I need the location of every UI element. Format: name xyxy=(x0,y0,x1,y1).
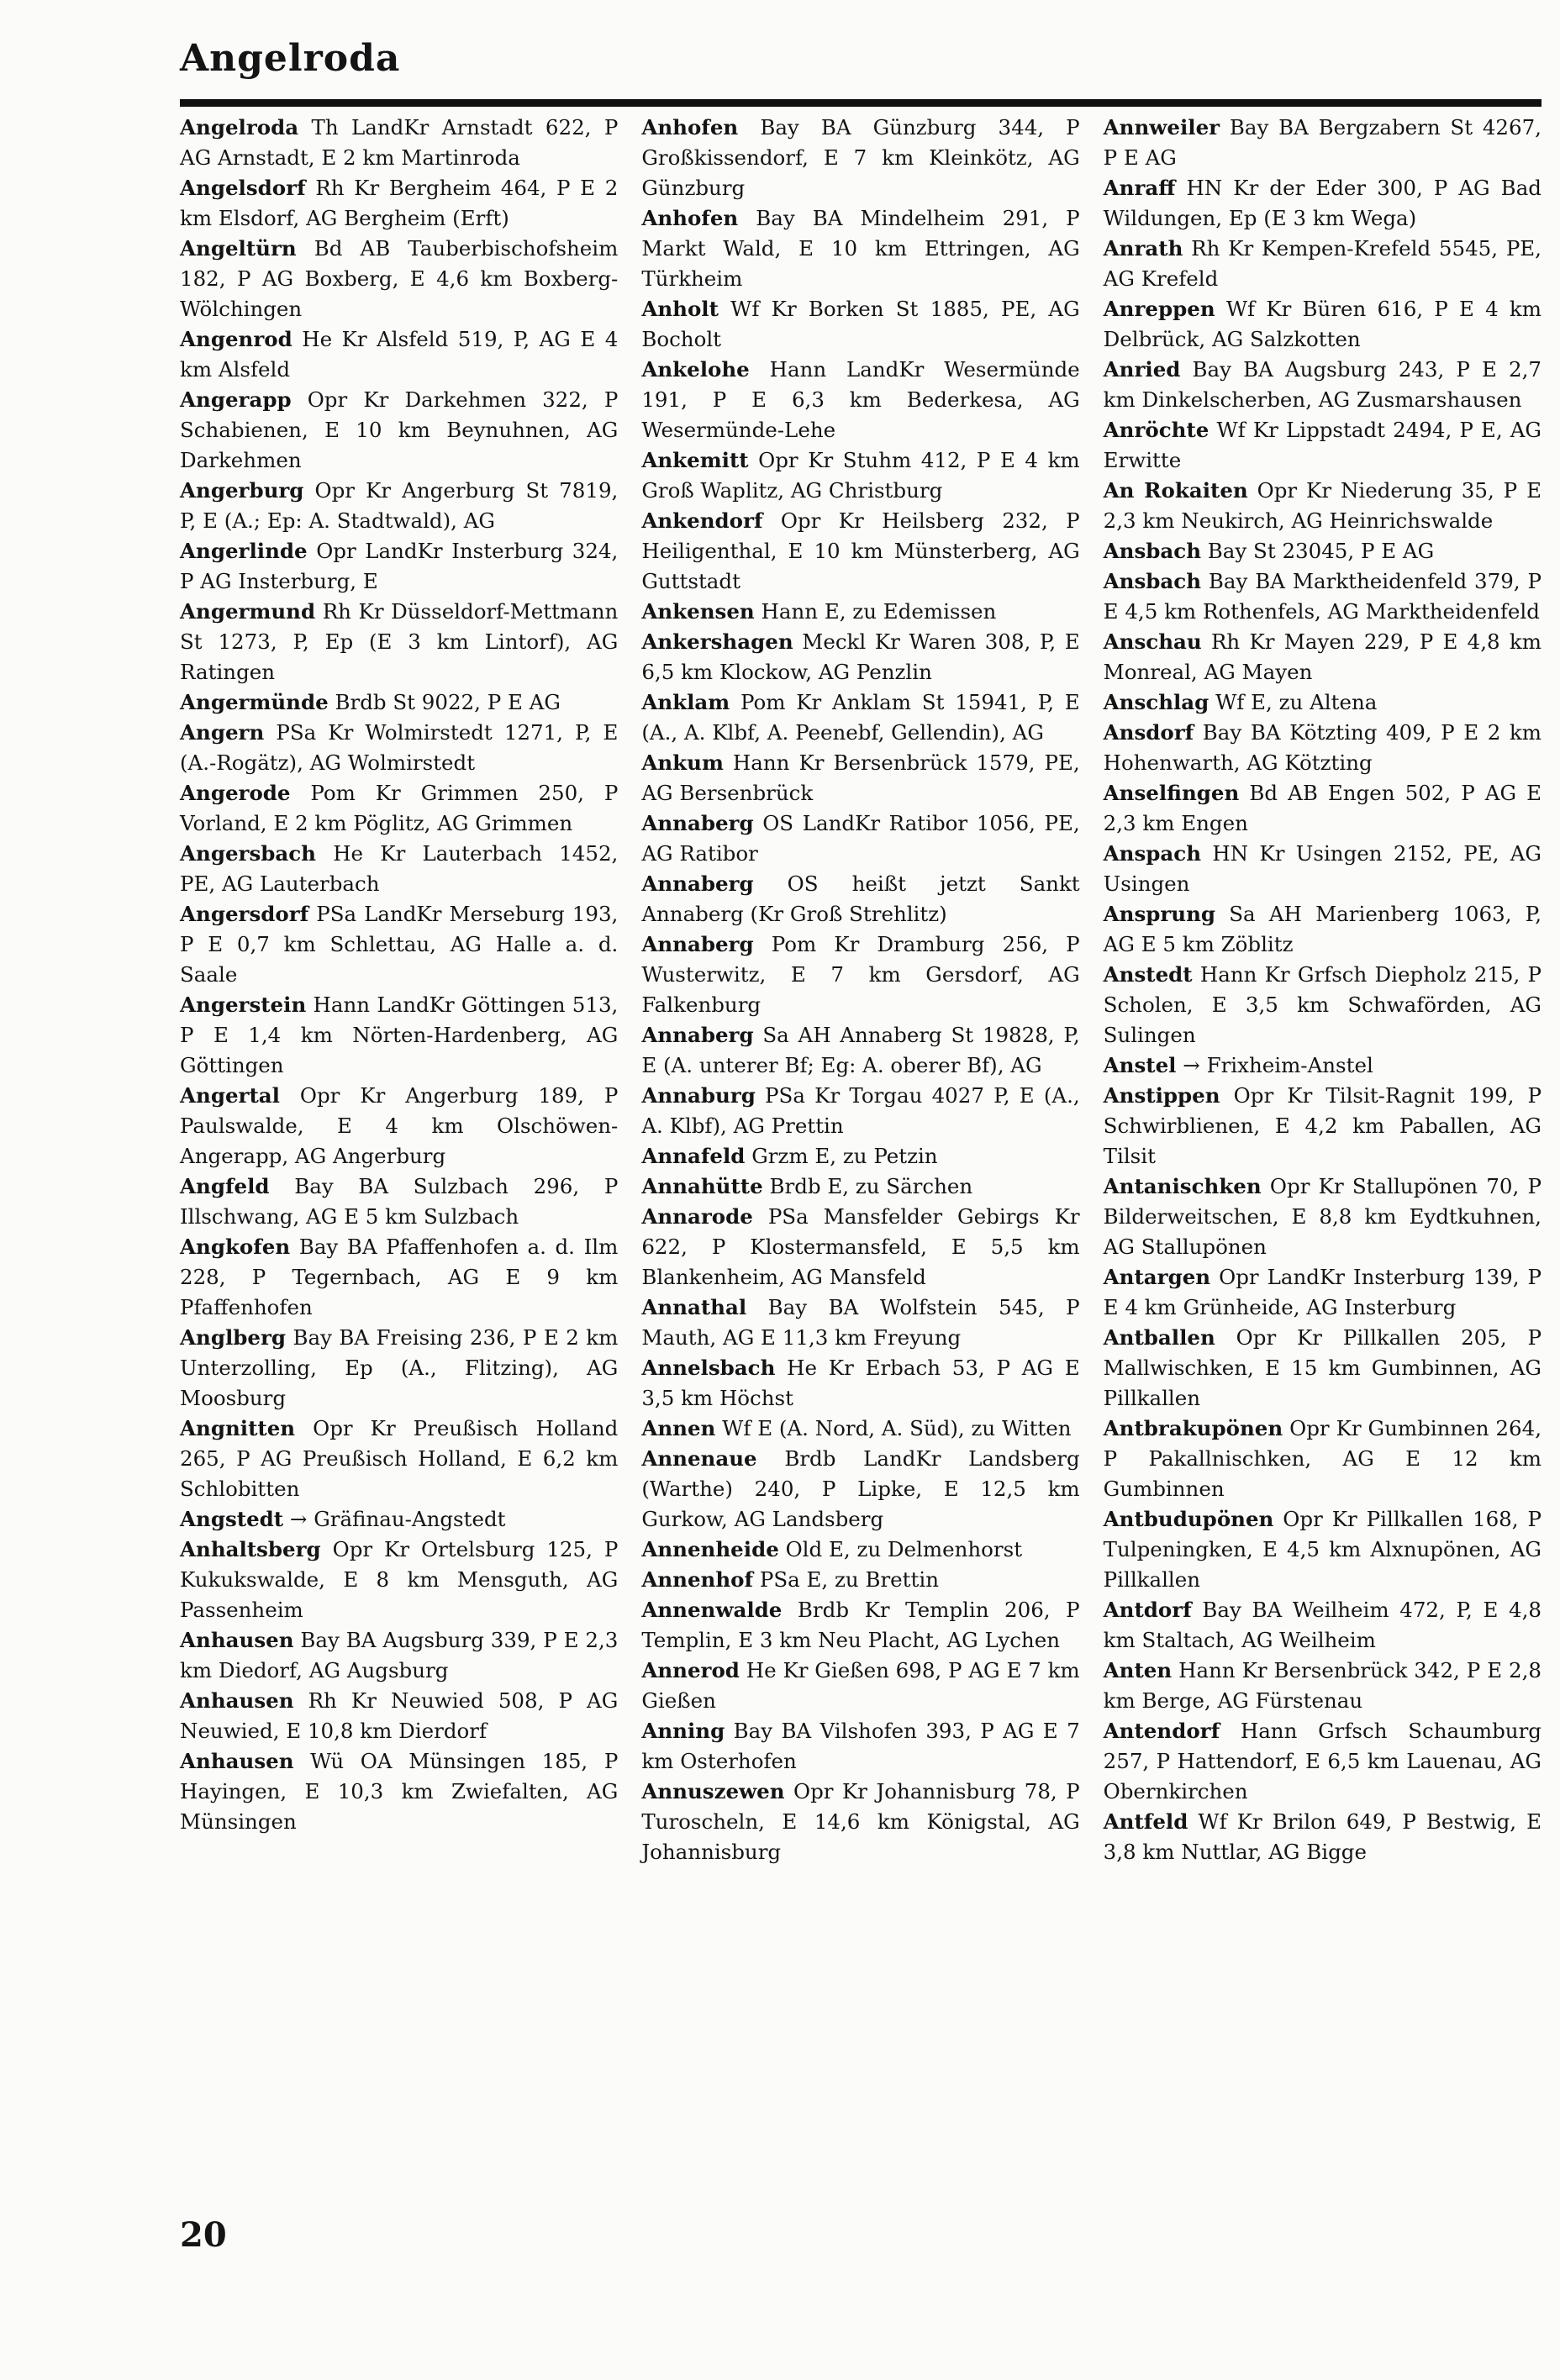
entry-text: Opr LandKr Insterburg 139, P E 4 km Grünheide, AG Insterburg xyxy=(1103,1265,1542,1319)
entry-text: Opr Kr Pillkallen 168, P Tulpeningken, E 4,5 km Alxnupönen, AG Pillkallen xyxy=(1103,1507,1542,1592)
entry-text: Opr Kr Ortelsburg 125, P Kukukswalde, E 8 km Mensguth, AG Passenheim xyxy=(180,1537,619,1622)
gazetteer-entry xyxy=(641,1565,1079,1595)
entry-headword: Anklam xyxy=(641,690,730,714)
entry-text: Rh Kr Düsseldorf-Mettmann St 1273, P, Ep (E 3 km Lintorf), AG Ratingen xyxy=(180,599,619,684)
entry-headword: Antendorf xyxy=(1103,1719,1220,1743)
entry-headword: Annafeld xyxy=(641,1144,746,1168)
gazetteer-entry xyxy=(180,324,618,385)
entry-text: He Kr Alsfeld 519, P, AG E 4 km Alsfeld xyxy=(180,327,619,382)
page-number: 20 xyxy=(180,2215,227,2255)
entry-headword: Ankensen xyxy=(641,599,755,624)
entry-headword: Antfeld xyxy=(1103,1809,1188,1834)
entry-headword: Ankum xyxy=(641,750,724,775)
entry-headword: Angersdorf xyxy=(180,902,309,926)
entry-text: Grzm E, zu Petzin xyxy=(745,1144,938,1168)
entry-text: PSa E, zu Brettin xyxy=(753,1567,939,1592)
entry-headword: Angelroda xyxy=(180,115,299,140)
entry-headword: Ansdorf xyxy=(1103,720,1194,745)
gazetteer-entry xyxy=(1104,1262,1542,1323)
entry-text: Hann Kr Bersenbrück 1579, PE, AG Bersenbrück xyxy=(641,750,1080,805)
gazetteer-entry xyxy=(180,385,618,476)
entry-headword: Angerburg xyxy=(180,478,304,503)
gazetteer-entry xyxy=(1104,839,1542,899)
gazetteer-entry xyxy=(180,1686,618,1746)
entry-headword: Anstel xyxy=(1103,1053,1177,1077)
entry-text: Th LandKr Arnstadt 622, P AG Arnstadt, E 2 km Martinroda xyxy=(180,115,619,170)
gazetteer-entry xyxy=(180,234,618,324)
entry-text: Bay BA Freising 236, P E 2 km Unterzolling, Ep (A., Flitzing), AG Moosburg xyxy=(180,1325,619,1410)
entry-text: Hann LandKr Wesermünde 191, P E 6,3 km Bederkesa, AG Wesermünde-Lehe xyxy=(641,357,1080,442)
entry-headword: Antballen xyxy=(1103,1325,1215,1350)
entry-headword: Angfeld xyxy=(180,1174,270,1198)
entry-text: Brdb LandKr Landsberg (Warthe) 240, P Lipke, E 12,5 km Gurkow, AG Landsberg xyxy=(641,1446,1080,1531)
gazetteer-entry xyxy=(641,1716,1079,1777)
entry-text: Wf Kr Lippstadt 2494, P E, AG Erwitte xyxy=(1103,418,1542,472)
entry-headword: Angersbach xyxy=(180,841,316,866)
entry-headword: Antargen xyxy=(1103,1265,1211,1289)
entry-text: Bay BA Wolfstein 545, P Mauth, AG E 11,3 km Freyung xyxy=(641,1295,1080,1350)
gazetteer-entry xyxy=(1104,899,1542,960)
entry-headword: Anglberg xyxy=(180,1325,287,1350)
gazetteer-entry xyxy=(1104,536,1542,566)
entry-headword: Ankelohe xyxy=(641,357,750,382)
entry-text: Hann LandKr Göttingen 513, P E 1,4 km Nörten-Hardenberg, AG Göttingen xyxy=(180,993,619,1077)
gazetteer-entry xyxy=(180,113,618,173)
gazetteer-entry xyxy=(1104,718,1542,778)
gazetteer-entry xyxy=(180,1746,618,1837)
entry-headword: Angerlinde xyxy=(180,539,308,563)
entry-headword: Angerapp xyxy=(180,387,292,412)
entry-headword: Angelsdorf xyxy=(180,176,306,200)
entry-text: Hann E, zu Edemissen xyxy=(754,599,997,624)
entry-headword: Anröchte xyxy=(1103,418,1210,442)
entry-headword: Annaberg xyxy=(641,932,754,956)
header-rule xyxy=(180,99,1542,107)
gazetteer-entry xyxy=(641,1414,1079,1444)
entry-headword: Anried xyxy=(1103,357,1181,382)
entry-text: Hann Kr Grfsch Diepholz 215, P Scholen, E 3,5 km Schwaförden, AG Sulingen xyxy=(1103,962,1542,1047)
entry-text: Rh Kr Neuwied 508, P AG Neuwied, E 10,8 km Dierdorf xyxy=(180,1688,619,1743)
entry-headword: Anraff xyxy=(1103,176,1176,200)
entry-text: Opr Kr Stallupönen 70, P Bilderweitschen, E 8,8 km Eydtkuhnen, AG Stallupönen xyxy=(1103,1174,1542,1259)
gazetteer-entry xyxy=(1104,234,1542,294)
entry-headword: An Rokaiten xyxy=(1103,478,1248,503)
entry-text: Brdb St 9022, P E AG xyxy=(328,690,561,714)
gazetteer-entry xyxy=(180,778,618,839)
entry-text: Opr Kr Angerburg 189, P Paulswalde, E 4 km Olschöwen-Angerapp, AG Angerburg xyxy=(180,1083,619,1168)
entry-text: Bay BA Marktheidenfeld 379, P E 4,5 km Rothenfels, AG Marktheidenfeld xyxy=(1103,569,1542,624)
gazetteer-entry xyxy=(180,173,618,234)
entry-columns xyxy=(180,113,1542,2264)
gazetteer-entry xyxy=(1104,627,1542,687)
entry-text: PSa Kr Wolmirstedt 1271, P, E (A.-Rogätz), AG Wolmirstedt xyxy=(180,720,619,775)
entry-text: Opr Kr Gumbinnen 264, P Pakallnischken, AG E 12 km Gumbinnen xyxy=(1103,1416,1542,1501)
gazetteer-entry xyxy=(180,1172,618,1232)
entry-headword: Annarode xyxy=(641,1204,753,1229)
gazetteer-entry xyxy=(180,1323,618,1414)
entry-headword: Anrath xyxy=(1103,236,1183,261)
gazetteer-entry xyxy=(1104,960,1542,1050)
gazetteer-entry xyxy=(641,687,1079,748)
entry-headword: Annelsbach xyxy=(641,1356,776,1380)
entry-headword: Ansprung xyxy=(1103,902,1216,926)
entry-text: Opr Kr Darkehmen 322, P Schabienen, E 10 km Beynuhnen, AG Darkehmen xyxy=(180,387,619,472)
entry-text: Rh Kr Bergheim 464, P E 2 km Elsdorf, AG Bergheim (Erft) xyxy=(180,176,619,230)
entry-headword: Anschau xyxy=(1103,629,1202,654)
entry-headword: Annaburg xyxy=(641,1083,756,1108)
column-2 xyxy=(641,113,1079,2264)
entry-text: Wf Kr Brilon 649, P Bestwig, E 3,8 km Nuttlar, AG Bigge xyxy=(1103,1809,1542,1864)
gazetteer-entry xyxy=(1104,294,1542,355)
entry-text: Bay BA Kötzting 409, P E 2 km Hohenwarth, AG Kötzting xyxy=(1103,720,1542,775)
entry-headword: Angertal xyxy=(180,1083,280,1108)
gazetteer-entry xyxy=(641,203,1079,294)
gazetteer-entry xyxy=(641,1020,1079,1081)
entry-headword: Ansbach xyxy=(1103,539,1202,563)
entry-headword: Annathal xyxy=(641,1295,747,1319)
entry-text: Bay BA Weilheim 472, P, E 4,8 km Staltach, AG Weilheim xyxy=(1103,1598,1542,1652)
entry-headword: Angern xyxy=(180,720,265,745)
entry-text: Pom Kr Grimmen 250, P Vorland, E 2 km Pöglitz, AG Grimmen xyxy=(180,781,619,835)
gazetteer-entry xyxy=(1104,1656,1542,1716)
entry-headword: Ankemitt xyxy=(641,448,749,472)
entry-headword: Anhausen xyxy=(180,1749,294,1773)
entry-text: Opr Kr Angerburg St 7819, P, E (A.; Ep: A. Stadtwald), AG xyxy=(180,478,619,533)
gazetteer-entry xyxy=(1104,1081,1542,1172)
entry-text: He Kr Lauterbach 1452, PE, AG Lauterbach xyxy=(180,841,619,896)
entry-headword: Anreppen xyxy=(1103,297,1215,321)
gazetteer-entry xyxy=(641,808,1079,869)
entry-headword: Antanischken xyxy=(1103,1174,1262,1198)
gazetteer-entry xyxy=(641,1656,1079,1716)
gazetteer-entry xyxy=(180,718,618,778)
gazetteer-entry xyxy=(1104,355,1542,415)
gazetteer-entry xyxy=(1104,1595,1542,1656)
entry-headword: Anhofen xyxy=(641,115,739,140)
entry-headword: Annaberg xyxy=(641,811,754,835)
column-3 xyxy=(1104,113,1542,2264)
entry-text: Bay BA Günzburg 344, P Großkissendorf, E 7 km Kleinkötz, AG Günzburg xyxy=(641,115,1080,200)
entry-text: PSa Kr Torgau 4027 P, E (A., A. Klbf), AG Prettin xyxy=(641,1083,1080,1138)
gazetteer-entry xyxy=(641,506,1079,597)
entry-text: Rh Kr Mayen 229, P E 4,8 km Monreal, AG Mayen xyxy=(1103,629,1542,684)
gazetteer-entry xyxy=(180,1232,618,1323)
entry-text: Bay BA Augsburg 243, P E 2,7 km Dinkelscherben, AG Zusmarshausen xyxy=(1103,357,1542,412)
entry-headword: Angermund xyxy=(180,599,316,624)
gazetteer-entry xyxy=(1104,1050,1542,1081)
gazetteer-entry xyxy=(641,294,1079,355)
gazetteer-entry xyxy=(641,113,1079,203)
gazetteer-entry xyxy=(1104,1716,1542,1807)
gazetteer-entry xyxy=(180,1081,618,1172)
entry-headword: Angstedt xyxy=(180,1507,284,1531)
entry-text: Opr Kr Johannisburg 78, P Turoscheln, E 14,6 km Königstal, AG Johannisburg xyxy=(641,1779,1080,1864)
entry-headword: Anstippen xyxy=(1103,1083,1220,1108)
entry-headword: Annaberg xyxy=(641,871,754,896)
entry-headword: Ansbach xyxy=(1103,569,1202,593)
entry-text: Bay BA Sulzbach 296, P Illschwang, AG E 5 km Sulzbach xyxy=(180,1174,619,1229)
gazetteer-entry xyxy=(1104,113,1542,173)
entry-text: Bay BA Vilshofen 393, P AG E 7 km Osterhofen xyxy=(641,1719,1080,1773)
gazetteer-entry xyxy=(641,445,1079,506)
gazetteer-entry xyxy=(641,597,1079,627)
gazetteer-entry xyxy=(1104,687,1542,718)
entry-text: He Kr Erbach 53, P AG E 3,5 km Höchst xyxy=(641,1356,1080,1410)
entry-text: Bd AB Engen 502, P AG E 2,3 km Engen xyxy=(1103,781,1542,835)
gazetteer-entry xyxy=(180,1414,618,1504)
gazetteer-entry xyxy=(641,627,1079,687)
entry-headword: Annenhof xyxy=(641,1567,754,1592)
entry-text: HN Kr der Eder 300, P AG Bad Wildungen, Ep (E 3 km Wega) xyxy=(1103,176,1542,230)
entry-text: Wü OA Münsingen 185, P Hayingen, E 10,3 km Zwiefalten, AG Münsingen xyxy=(180,1749,619,1834)
entry-headword: Annuszewen xyxy=(641,1779,785,1803)
entry-text: Bd AB Tauberbischofsheim 182, P AG Boxberg, E 4,6 km Boxberg-Wölchingen xyxy=(180,236,619,321)
entry-headword: Angkofen xyxy=(180,1235,291,1259)
gazetteer-entry xyxy=(180,990,618,1081)
entry-text: Bay BA Mindelheim 291, P Markt Wald, E 10 km Ettringen, AG Türkheim xyxy=(641,206,1080,291)
entry-headword: Anspach xyxy=(1103,841,1202,866)
column-1 xyxy=(180,113,618,2264)
entry-text: Opr Kr Heilsberg 232, P Heiligenthal, E 10 km Münsterberg, AG Guttstadt xyxy=(641,508,1080,593)
entry-text: Old E, zu Delmenhorst xyxy=(778,1537,1023,1561)
entry-headword: Anhausen xyxy=(180,1688,294,1713)
entry-headword: Annen xyxy=(641,1416,716,1440)
entry-headword: Anhaltsberg xyxy=(180,1537,321,1561)
entry-text: Opr Kr Niederung 35, P E 2,3 km Neukirch, AG Heinrichswalde xyxy=(1103,478,1542,533)
entry-headword: Anten xyxy=(1103,1658,1173,1682)
entry-text: PSa LandKr Merseburg 193, P E 0,7 km Schlettau, AG Halle a. d. Saale xyxy=(180,902,619,987)
entry-text: Sa AH Annaberg St 19828, P, E (A. unterer Bf; Eg: A. oberer Bf), AG xyxy=(641,1023,1080,1077)
entry-text: Bay BA Pfaffenhofen a. d. Ilm 228, P Tegernbach, AG E 9 km Pfaffenhofen xyxy=(180,1235,619,1319)
entry-text: Opr LandKr Insterburg 324, P AG Insterburg, E xyxy=(180,539,619,593)
entry-headword: Angenrod xyxy=(180,327,292,351)
entry-text: Opr Kr Tilsit-Ragnit 199, P Schwirblienen, E 4,2 km Paballen, AG Tilsit xyxy=(1103,1083,1542,1168)
entry-headword: Antbrakupönen xyxy=(1103,1416,1283,1440)
gazetteer-entry xyxy=(1104,1504,1542,1595)
entry-headword: Anselfingen xyxy=(1103,781,1240,805)
entry-headword: Angnitten xyxy=(180,1416,296,1440)
entry-text: Bay BA Bergzabern St 4267, P E AG xyxy=(1103,115,1542,170)
gazetteer-entry xyxy=(641,929,1079,1020)
entry-text: PSa Mansfelder Gebirgs Kr 622, P Klostermansfeld, E 5,5 km Blankenheim, AG Mansfeld xyxy=(641,1204,1080,1289)
entry-text: Pom Kr Anklam St 15941, P, E (A., A. Klbf, A. Peenebf, Gellendin), AG xyxy=(641,690,1080,745)
entry-headword: Annaberg xyxy=(641,1023,754,1047)
entry-headword: Antdorf xyxy=(1103,1598,1192,1622)
entry-text: → Frixheim-Anstel xyxy=(1176,1053,1373,1077)
entry-text: Opr Kr Preußisch Holland 265, P AG Preußisch Holland, E 6,2 km Schlobitten xyxy=(180,1416,619,1501)
gazetteer-entry xyxy=(641,1353,1079,1414)
entry-text: → Gräfinau-Angstedt xyxy=(283,1507,506,1531)
entry-text: Wf E, zu Altena xyxy=(1209,690,1378,714)
gazetteer-entry xyxy=(641,355,1079,445)
entry-text: Hann Grfsch Schaumburg 257, P Hattendorf, E 6,5 km Lauenau, AG Obernkirchen xyxy=(1103,1719,1542,1803)
entry-text: Wf Kr Borken St 1885, PE, AG Bocholt xyxy=(641,297,1080,351)
gazetteer-entry xyxy=(180,1504,618,1535)
entry-text: Bay BA Augsburg 339, P E 2,3 km Diedorf, AG Augsburg xyxy=(180,1628,619,1682)
entry-headword: Annenheide xyxy=(641,1537,779,1561)
gazetteer-entry xyxy=(641,1081,1079,1141)
entry-text: Wf E (A. Nord, A. Süd), zu Witten xyxy=(715,1416,1072,1440)
gazetteer-entry xyxy=(1104,1172,1542,1262)
entry-text: Rh Kr Kempen-Krefeld 5545, PE, AG Krefeld xyxy=(1103,236,1542,291)
gazetteer-entry xyxy=(1104,173,1542,234)
gazetteer-entry xyxy=(641,1202,1079,1293)
entry-text: Hann Kr Bersenbrück 342, P E 2,8 km Berge, AG Fürstenau xyxy=(1103,1658,1542,1713)
entry-text: Opr Kr Stuhm 412, P E 4 km Groß Waplitz, AG Christburg xyxy=(641,448,1080,503)
gazetteer-entry xyxy=(180,1535,618,1625)
entry-text: HN Kr Usingen 2152, PE, AG Usingen xyxy=(1103,841,1542,896)
entry-headword: Annenwalde xyxy=(641,1598,783,1622)
gazetteer-entry xyxy=(180,597,618,687)
entry-text: Opr Kr Pillkallen 205, P Mallwischken, E 15 km Gumbinnen, AG Pillkallen xyxy=(1103,1325,1542,1410)
gazetteer-entry xyxy=(641,1595,1079,1656)
entry-headword: Anholt xyxy=(641,297,719,321)
entry-text: OS heißt jetzt Sankt Annaberg (Kr Groß Strehlitz) xyxy=(641,871,1080,926)
entry-headword: Annahütte xyxy=(641,1174,763,1198)
entry-text: Wf Kr Büren 616, P E 4 km Delbrück, AG Salzkotten xyxy=(1103,297,1542,351)
entry-headword: Anning xyxy=(641,1719,725,1743)
gazetteer-entry xyxy=(1104,476,1542,536)
entry-headword: Angerstein xyxy=(180,993,307,1017)
entry-headword: Annerod xyxy=(641,1658,740,1682)
entry-headword: Ankershagen xyxy=(641,629,793,654)
gazetteer-entry xyxy=(180,687,618,718)
entry-headword: Annweiler xyxy=(1103,115,1220,140)
entry-headword: Anhofen xyxy=(641,206,739,230)
entry-text: Bay St 23045, P E AG xyxy=(1201,539,1435,563)
gazetteer-entry xyxy=(641,1444,1079,1535)
entry-text: Meckl Kr Waren 308, P, E 6,5 km Klockow, AG Penzlin xyxy=(641,629,1080,684)
entry-text: Sa AH Marienberg 1063, P, AG E 5 km Zöblitz xyxy=(1103,902,1542,956)
gazetteer-entry xyxy=(1104,1807,1542,1867)
gazetteer-entry xyxy=(641,748,1079,808)
entry-headword: Annenaue xyxy=(641,1446,757,1471)
gazetteer-entry xyxy=(180,1625,618,1686)
gazetteer-entry xyxy=(1104,1414,1542,1504)
gazetteer-entry xyxy=(641,1141,1079,1172)
entry-text: He Kr Gießen 698, P AG E 7 km Gießen xyxy=(641,1658,1080,1713)
gazetteer-entry xyxy=(180,536,618,597)
entry-headword: Ankendorf xyxy=(641,508,763,533)
entry-text: Brdb E, zu Särchen xyxy=(762,1174,973,1198)
entry-headword: Antbudupönen xyxy=(1103,1507,1274,1531)
gazetteer-entry xyxy=(180,899,618,990)
gazetteer-entry xyxy=(180,839,618,899)
page-title: Angelroda xyxy=(180,37,401,80)
gazetteer-entry xyxy=(180,476,618,536)
entry-headword: Angerode xyxy=(180,781,291,805)
gazetteer-entry xyxy=(1104,415,1542,476)
entry-headword: Angermünde xyxy=(180,690,329,714)
entry-text: Brdb Kr Templin 206, P Templin, E 3 km Neu Placht, AG Lychen xyxy=(641,1598,1080,1652)
entry-headword: Anschlag xyxy=(1103,690,1210,714)
entry-headword: Angeltürn xyxy=(180,236,297,261)
entry-headword: Anstedt xyxy=(1103,962,1193,987)
gazetteer-entry xyxy=(641,1777,1079,1867)
entry-text: Pom Kr Dramburg 256, P Wusterwitz, E 7 km Gersdorf, AG Falkenburg xyxy=(641,932,1080,1017)
gazetteer-entry xyxy=(641,1293,1079,1353)
gazetteer-entry xyxy=(1104,566,1542,627)
gazetteer-entry xyxy=(641,1172,1079,1202)
entry-text: OS LandKr Ratibor 1056, PE, AG Ratibor xyxy=(641,811,1080,866)
gazetteer-entry xyxy=(641,869,1079,929)
entry-headword: Anhausen xyxy=(180,1628,294,1652)
gazetteer-entry xyxy=(1104,1323,1542,1414)
gazetteer-entry xyxy=(1104,778,1542,839)
gazetteer-entry xyxy=(641,1535,1079,1565)
